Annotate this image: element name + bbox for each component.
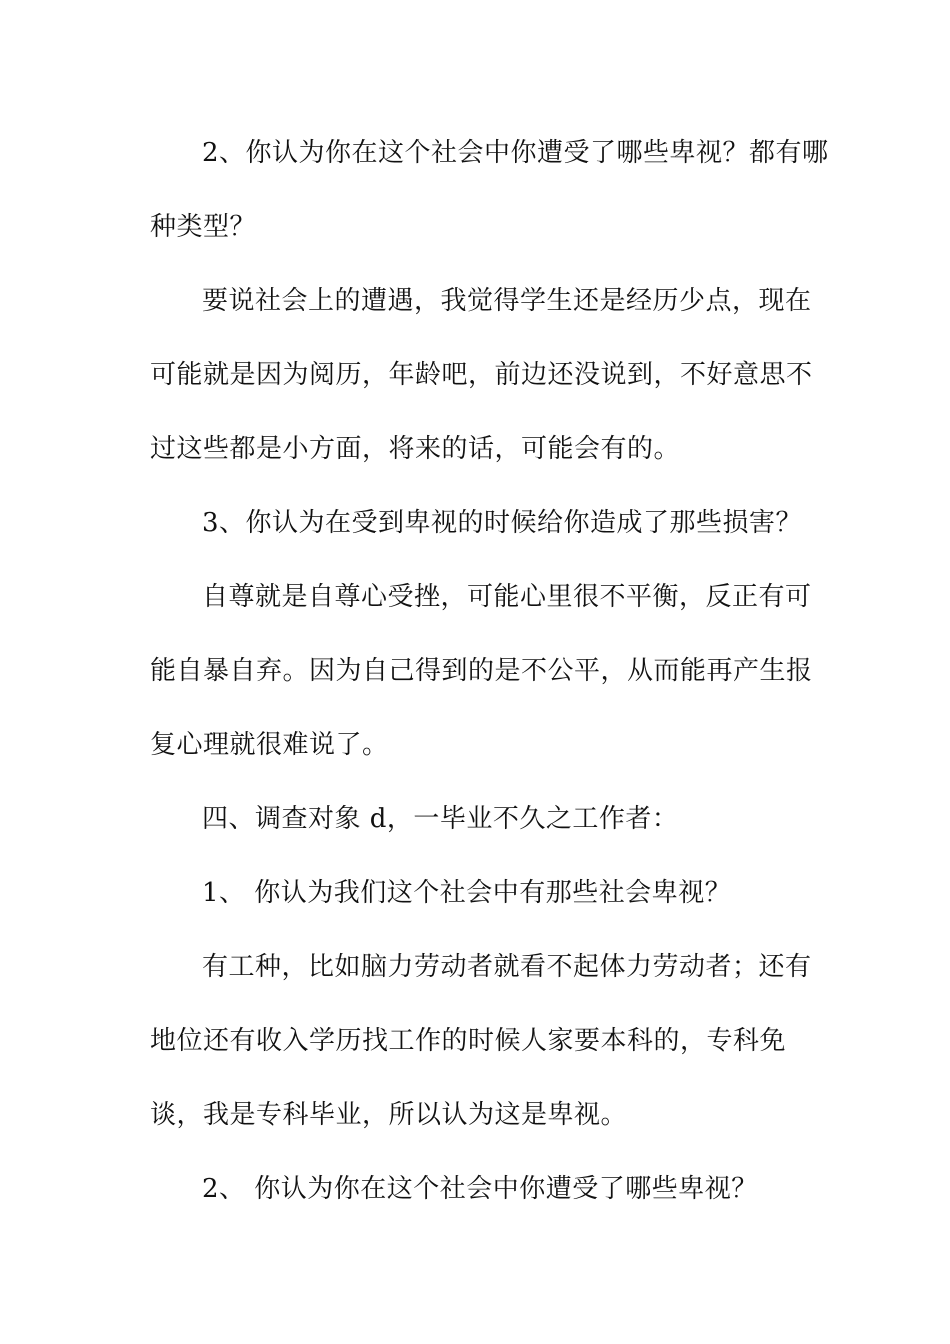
- question-d2-line-1: 2、 你认为你在这个社会中你遭受了哪些卑视？: [202, 1174, 758, 1204]
- question-2-line-1: 2、你认为你在这个社会中你遭受了哪些卑视？都有哪: [202, 138, 829, 168]
- answer-2-line-2: 可能就是因为阅历，年龄吧，前边还没说到，不好意思不: [150, 360, 813, 390]
- question-2-line-2: 种类型？: [150, 212, 257, 242]
- answer-d1-line-3: 谈，我是专科毕业，所以认为这是卑视。: [150, 1100, 628, 1130]
- answer-d1-line-2: 地位还有收入学历找工作的时候人家要本科的，专科免: [150, 1026, 787, 1056]
- answer-d1-line-1: 有工种，比如脑力劳动者就看不起体力劳动者；还有: [202, 952, 812, 982]
- question-d1-line-1: 1、 你认为我们这个社会中有那些社会卑视？: [202, 878, 732, 908]
- section-heading-d: 四、调查对象 d，一毕业不久之工作者：: [202, 804, 679, 834]
- question-3-line-1: 3、你认为在受到卑视的时候给你造成了那些损害？: [202, 508, 803, 538]
- answer-2-line-1: 要说社会上的遭遇，我觉得学生还是经历少点，现在: [202, 286, 812, 316]
- answer-3-line-1: 自尊就是自尊心受挫，可能心里很不平衡，反正有可: [202, 582, 812, 612]
- answer-3-line-2: 能自暴自弃。因为自己得到的是不公平，从而能再产生报: [150, 656, 813, 686]
- answer-2-line-3: 过这些都是小方面，将来的话，可能会有的。: [150, 434, 681, 464]
- answer-3-line-3: 复心理就很难说了。: [150, 730, 389, 760]
